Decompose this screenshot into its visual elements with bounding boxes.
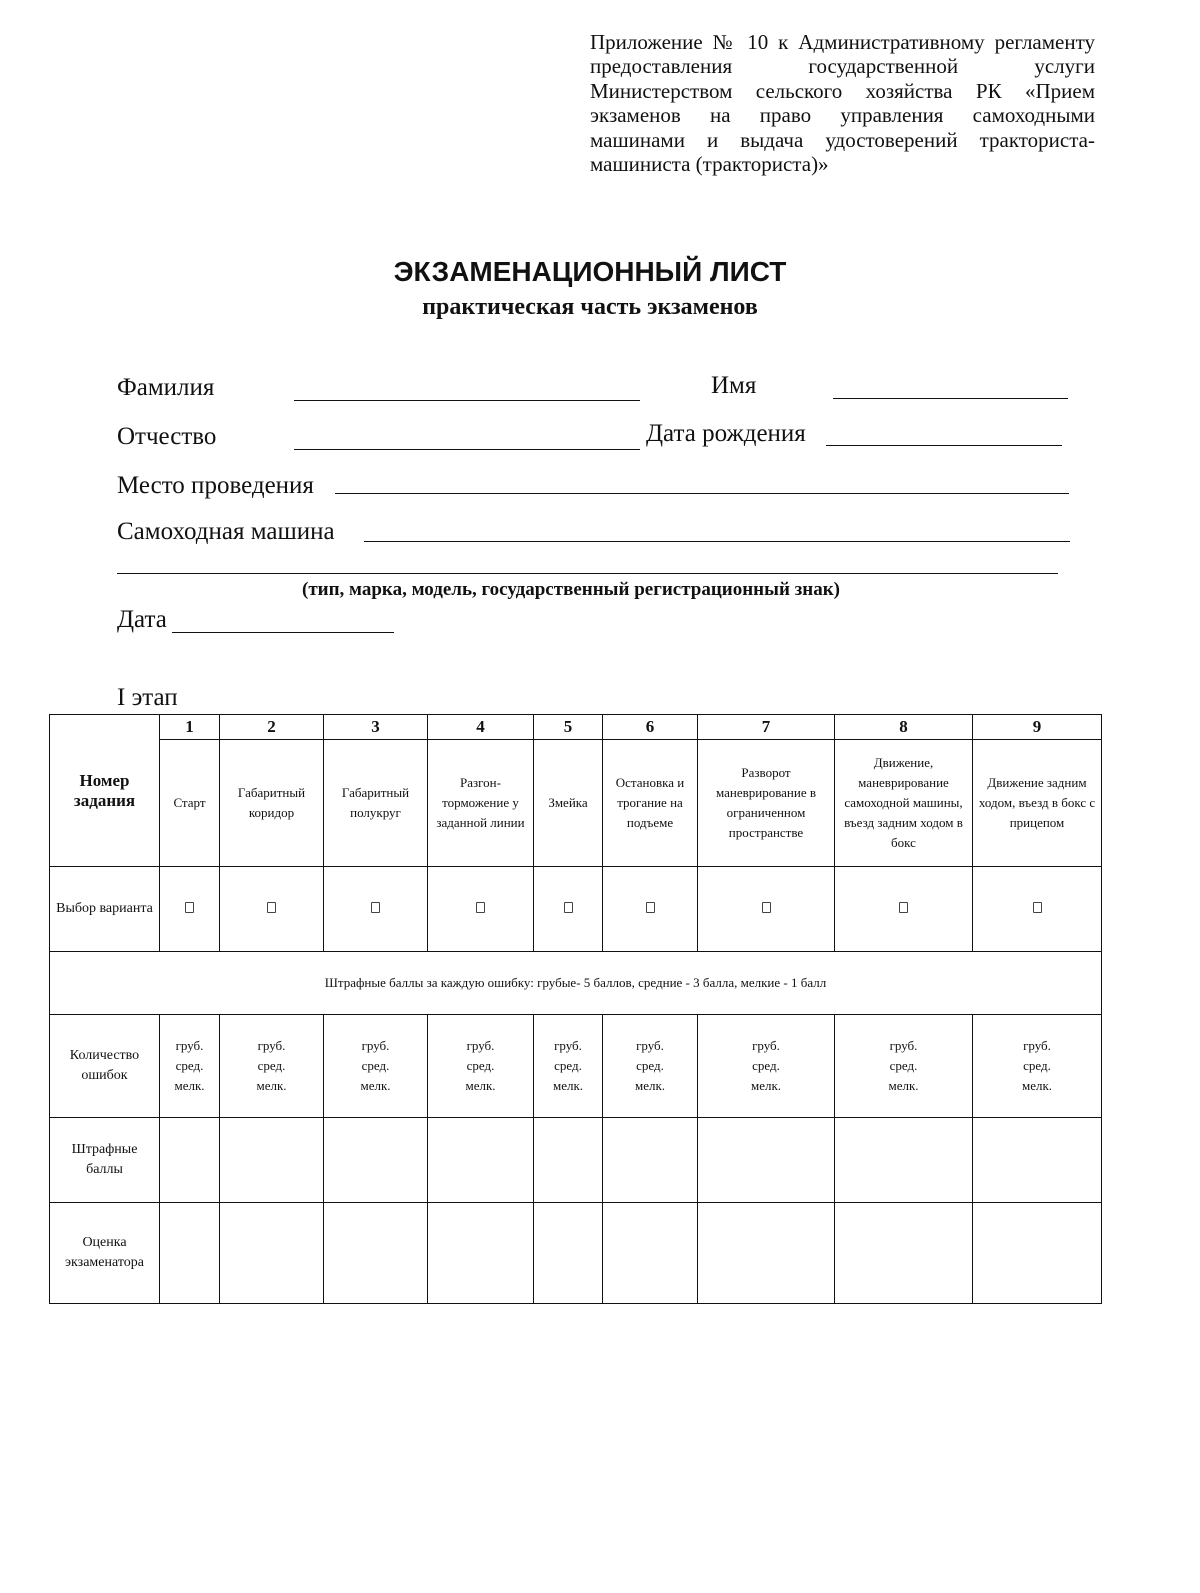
appendix-note: Приложение № 10 к Административному регламенту предоставления государственной услуги Министерством сельского хозяйства РК «Прием экзаменов на право управления самоходными машинами и выдача удостоверений тракториста-машиниста (тракториста)»: [590, 30, 1095, 177]
patronymic-label: Отчество: [117, 423, 217, 450]
name-field[interactable]: [833, 398, 1068, 399]
task-number: 7: [698, 715, 835, 740]
grade-cell[interactable]: [220, 1203, 324, 1304]
errors-cell[interactable]: груб. сред. мелк.: [428, 1015, 534, 1118]
variant-cell: [324, 867, 428, 952]
birthdate-label: Дата рождения: [646, 420, 806, 447]
variant-cell: [973, 867, 1102, 952]
grade-row: [50, 1203, 1102, 1304]
variant-checkbox[interactable]: [762, 902, 771, 913]
grade-row-label: Оценка экзаменатора: [50, 1203, 160, 1304]
variant-cell: [698, 867, 835, 952]
task-number-row: [50, 715, 1102, 740]
document-subtitle: практическая часть экзаменов: [422, 294, 758, 320]
errors-cell[interactable]: груб. сред. мелк.: [835, 1015, 973, 1118]
errors-row-label: Количество ошибок: [50, 1015, 160, 1118]
grade-cell[interactable]: [428, 1203, 534, 1304]
variant-checkbox[interactable]: [564, 902, 573, 913]
birthdate-field[interactable]: [826, 445, 1062, 446]
variant-checkbox[interactable]: [899, 902, 908, 913]
errors-cell[interactable]: груб. сред. мелк.: [698, 1015, 835, 1118]
points-cell[interactable]: [534, 1118, 603, 1203]
points-cell[interactable]: [220, 1118, 324, 1203]
variant-checkbox[interactable]: [371, 902, 380, 913]
variant-cell: [220, 867, 324, 952]
penalty-note-row: [50, 952, 1102, 1015]
grade-cell[interactable]: [534, 1203, 603, 1304]
variant-checkbox[interactable]: [1033, 902, 1042, 913]
errors-cell[interactable]: груб. сред. мелк.: [324, 1015, 428, 1118]
points-cell[interactable]: [698, 1118, 835, 1203]
task-name: Габаритный полукруг: [324, 740, 428, 867]
variant-checkbox[interactable]: [476, 902, 485, 913]
points-cell[interactable]: [973, 1118, 1102, 1203]
task-number: 2: [220, 715, 324, 740]
points-cell[interactable]: [160, 1118, 220, 1203]
name-label: Имя: [711, 372, 757, 399]
machine-field[interactable]: [364, 541, 1070, 542]
variant-cell: [835, 867, 973, 952]
variant-checkbox[interactable]: [185, 902, 194, 913]
grade-cell[interactable]: [603, 1203, 698, 1304]
task-name: Старт: [160, 740, 220, 867]
surname-field[interactable]: [294, 400, 640, 401]
task-name: Движение, маневрирование самоходной машины, въезд задним ходом в бокс: [835, 740, 973, 867]
errors-cell[interactable]: груб. сред. мелк.: [603, 1015, 698, 1118]
task-number: 6: [603, 715, 698, 740]
points-cell[interactable]: [835, 1118, 973, 1203]
document-title: ЭКЗАМЕНАЦИОННЫЙ ЛИСТ: [393, 256, 787, 287]
errors-row: [50, 1015, 1102, 1118]
points-row: [50, 1118, 1102, 1203]
variant-row: [50, 867, 1102, 952]
machine-hint: (тип, марка, модель, государственный регистрационный знак): [302, 579, 841, 600]
task-number: 5: [534, 715, 603, 740]
task-name: Габаритный коридор: [220, 740, 324, 867]
penalty-note: Штрафные баллы за каждую ошибку: грубые- 5 баллов, средние - 3 балла, мелкие - 1 балл: [50, 952, 1102, 1015]
machine-label: Самоходная машина: [117, 518, 335, 545]
errors-cell[interactable]: груб. сред. мелк.: [160, 1015, 220, 1118]
variant-cell: [603, 867, 698, 952]
task-name-row: [50, 740, 1102, 867]
points-cell[interactable]: [428, 1118, 534, 1203]
surname-label: Фамилия: [117, 374, 215, 401]
points-cell[interactable]: [603, 1118, 698, 1203]
date-field[interactable]: [172, 632, 394, 633]
errors-cell[interactable]: груб. сред. мелк.: [220, 1015, 324, 1118]
variant-row-label: Выбор варианта: [50, 867, 160, 952]
points-cell[interactable]: [324, 1118, 428, 1203]
variant-cell: [534, 867, 603, 952]
task-number: 3: [324, 715, 428, 740]
task-name: Разгон-торможение у заданной линии: [428, 740, 534, 867]
task-number: 8: [835, 715, 973, 740]
points-row-label: Штрафные баллы: [50, 1118, 160, 1203]
date-label: Дата: [117, 606, 167, 633]
errors-cell[interactable]: груб. сред. мелк.: [534, 1015, 603, 1118]
task-name: Разворот маневрирование в ограниченном пространстве: [698, 740, 835, 867]
task-number: 4: [428, 715, 534, 740]
exam-table: [49, 714, 1102, 1304]
grade-cell[interactable]: [973, 1203, 1102, 1304]
variant-checkbox[interactable]: [267, 902, 276, 913]
task-row-label: Номер задания: [50, 715, 160, 867]
grade-cell[interactable]: [160, 1203, 220, 1304]
variant-checkbox[interactable]: [646, 902, 655, 913]
task-name: Движение задним ходом, въезд в бокс с прицепом: [973, 740, 1102, 867]
grade-cell[interactable]: [835, 1203, 973, 1304]
task-name: Змейка: [534, 740, 603, 867]
variant-cell: [428, 867, 534, 952]
errors-cell[interactable]: груб. сред. мелк.: [973, 1015, 1102, 1118]
task-name: Остановка и трогание на подъеме: [603, 740, 698, 867]
task-number: 9: [973, 715, 1102, 740]
patronymic-field[interactable]: [294, 449, 640, 450]
grade-cell[interactable]: [698, 1203, 835, 1304]
stage-label: I этап: [117, 684, 178, 711]
task-number: 1: [160, 715, 220, 740]
grade-cell[interactable]: [324, 1203, 428, 1304]
variant-cell: [160, 867, 220, 952]
machine-field-continuation[interactable]: [117, 573, 1058, 574]
place-label: Место проведения: [117, 472, 314, 499]
place-field[interactable]: [335, 493, 1069, 494]
